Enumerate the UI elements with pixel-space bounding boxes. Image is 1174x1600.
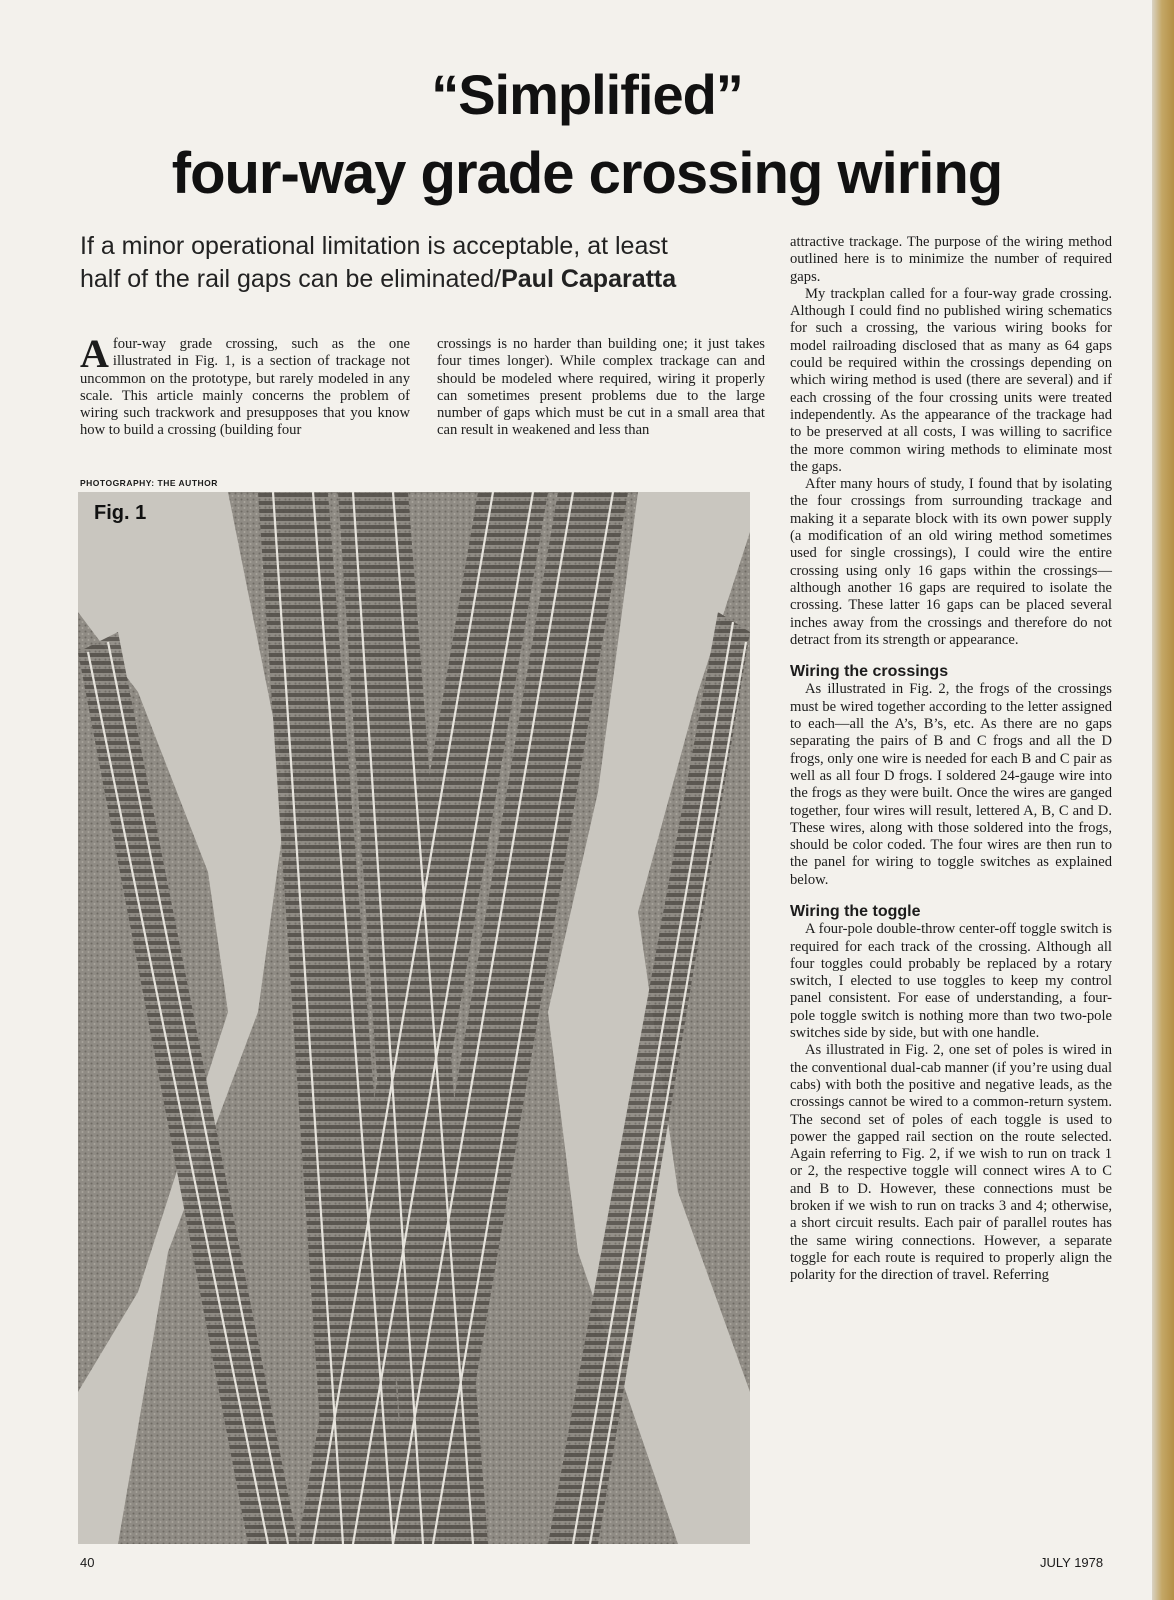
body-paragraph-5: A four-pole double-throw center-off toggle switch is required for each track of the crossing. Although all four toggles could probably be replaced by a rotary switch, I elected to use toggles to keep my control panel consistent. For ease of understanding, a four-pole toggle switch is nothing more than two two-pole switches side by side, but with one handle. xyxy=(790,921,1112,1042)
subhead-wiring-toggle: Wiring the toggle xyxy=(790,902,921,920)
subhead-wiring-crossings: Wiring the crossings xyxy=(790,663,949,681)
body-paragraph-3: After many hours of study, I found that by isolating the four crossings from surrounding trackage and making it a separate block with its own power supply (a modification of an old wiring method sometimes used for single crossings), I could wire the entire crossing using only 16 gaps within the crossings—although another 16 gaps are required to isolate the crossing. These latter 16 gaps can be placed several inches away from the crossings and therefore do not detract from its strength or appearance. xyxy=(790,476,1112,648)
figure-label: Fig. 1 xyxy=(94,502,147,524)
figure-1-photo xyxy=(78,492,750,1544)
intro-column-2 xyxy=(437,336,765,440)
deck xyxy=(80,230,710,296)
body-paragraph-6: As illustrated in Fig. 2, one set of poles is wired in the conventional dual-cab manner (if you’re using dual cabs) with both the positive and negative leads, as the crossings cannot be wired to a common-return system. The second set of poles of each toggle is used to power the gapped rail section on the route selected. Again referring to Fig. 2, if we wish to run on track 1 or 2, the respective toggle will connect wires A to C and B to D. However, these connections must be broken if we wish to run on tracks 3 and 4; otherwise, a short circuit results. Each pair of parallel routes has the same wiring connections. However, a separate toggle for each route is required to properly align the polarity for the direction of travel. Referring xyxy=(790,1042,1112,1284)
page-number: 40 xyxy=(80,1555,95,1570)
title-line-2: four-way grade crossing wiring xyxy=(171,141,1003,206)
author-name: Paul Caparatta xyxy=(501,265,677,293)
track-crossing-illustration xyxy=(78,492,750,1544)
issue-date: JULY 1978 xyxy=(1040,1555,1104,1570)
title-line-1: “Simplified” xyxy=(431,63,743,126)
intro-col1-text: four-way grade crossing, such as the one illustrated in Fig. 1, is a section of trackage not uncommon on the prototype, but rarely modeled in any scale. This article mainly concerns the problem of wiring such trackwork and presupposes that you know how to build a crossing (building four xyxy=(80,336,410,439)
body-paragraph-4: As illustrated in Fig. 2, the frogs of the crossings must be wired together according to the letter assigned to each—all the A’s, B’s, etc. As there are no gaps separating the pairs of B and C frogs and all the D frogs, only one wire is needed for each B and C pair as well as all four D frogs. I soldered 24-gauge wire into the frogs as they were built. Once the wires are ganged together, four wires will result, lettered A, B, C and D. These wires, along with those soldered into the frogs, should be color coded. The four wires are then run to the panel for wiring to toggle switches as explained below. xyxy=(790,681,1112,888)
body-column-3 xyxy=(790,234,1112,1285)
photo-credit: PHOTOGRAPHY: THE AUTHOR xyxy=(80,478,218,488)
page-edge xyxy=(1152,0,1174,1600)
intro-column-1 xyxy=(80,331,410,440)
intro-col2-text: crossings is no harder than building one; it just takes four times longer). While complex trackage can and should be modeled where required, wiring it properly can sometimes present problems due to the large number of gaps which must be cut in a small area that can result in weakened and less than xyxy=(437,336,765,439)
drop-cap: A xyxy=(80,331,109,376)
deck-text: If a minor operational limitation is acceptable, at least half of the rail gaps can be eliminated/ xyxy=(80,232,668,293)
body-paragraph-1: attractive trackage. The purpose of the wiring method outlined here is to minimize the number of required gaps. xyxy=(790,234,1112,285)
body-paragraph-2: My trackplan called for a four-way grade crossing. Although I could find no published wiring schematics for such a crossing, the various wiring books for model railroading disclosed that as many as 64 gaps could be required within the crossings depending on which wiring method is used (there are several) and if each crossing of the four crossing units were treated independently. As the appearance of the trackage had to be preserved at all costs, I was willing to sacrifice the more common wiring methods to eliminate most the gaps. xyxy=(790,285,1112,475)
